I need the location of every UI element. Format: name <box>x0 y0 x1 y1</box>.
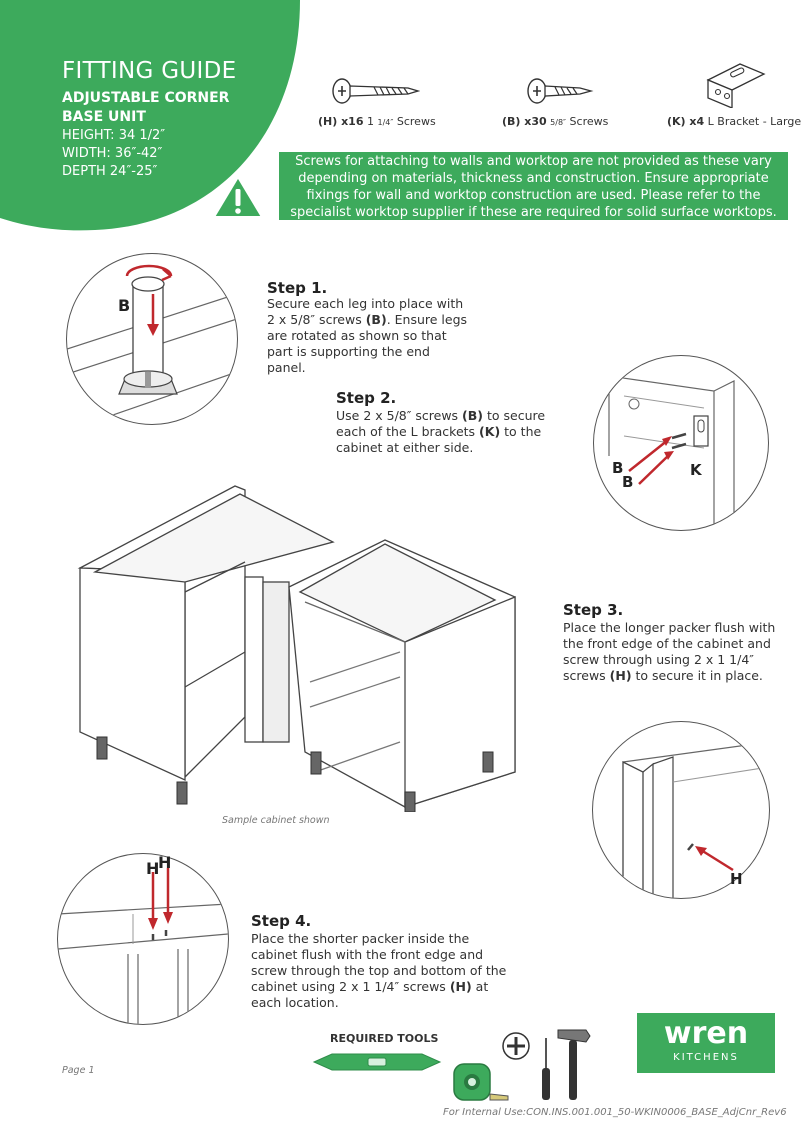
part-b-caption: (B) x30 5/8″ Screws <box>502 115 609 128</box>
warning-icon <box>212 174 264 220</box>
step1-title: Step 1. <box>267 279 328 297</box>
step3-label-h: H <box>730 870 743 888</box>
page-number: Page 1 <box>62 1065 95 1076</box>
height-dimension: HEIGHT: 34 1/2″ <box>62 128 166 143</box>
fixings-notice: Screws for attaching to walls and worktop are not provided as these vary depending on materials, thickness and construction. Ensure appropriate fixings for wall and worktop construction are used. Please refer to the specialist worktop supplier if these are required for solid surface worktops. <box>279 152 788 220</box>
tape-measure-icon <box>452 1058 512 1106</box>
wren-logo: wren KITCHENS <box>637 1013 775 1073</box>
spirit-level-icon <box>312 1050 442 1074</box>
step3-illustration <box>592 721 770 899</box>
step4-label-h2: H <box>158 853 172 872</box>
step3-title: Step 3. <box>563 601 624 619</box>
step2-label-b2: B <box>622 473 634 491</box>
step2-illustration <box>593 355 769 531</box>
step2-title: Step 2. <box>336 389 397 407</box>
step4-title: Step 4. <box>251 912 312 930</box>
page-title: FITTING GUIDE <box>62 58 237 84</box>
document-reference: For Internal Use:CON.INS.001.001_50-WKIN0006_BASE_AdjCnr_Rev6 <box>443 1107 787 1118</box>
step4-illustration <box>57 853 229 1025</box>
l-bracket-icon <box>700 58 768 108</box>
step2-label-k: K <box>690 461 702 479</box>
sample-caption: Sample cabinet shown <box>222 815 330 826</box>
step1-illustration <box>66 253 238 425</box>
step1-text: Secure each leg into place with 2 x 5/8″ screws (B). Ensure legs are rotated as shown so that part is supporting the end panel. <box>267 296 468 375</box>
part-k-caption: (K) x4 L Bracket - Large <box>667 115 802 128</box>
product-name: ADJUSTABLE CORNER BASE UNIT <box>62 90 230 125</box>
step4-label-h1: H <box>146 859 160 878</box>
step2-text: Use 2 x 5/8″ screws (B) to secure each of the L brackets (K) to the cabinet at either side. <box>336 408 546 455</box>
step2-label-b1: B <box>612 459 624 477</box>
hammer-icon <box>556 1024 592 1104</box>
depth-dimension: DEPTH 24″-25″ <box>62 164 158 179</box>
step3-text: Place the longer packer flush with the front edge of the cabinet and screw through using 2 x 1 1/4″ screws (H) to secure it in place. <box>563 620 776 683</box>
step1-label-b: B <box>118 296 131 315</box>
width-dimension: WIDTH: 36″-42″ <box>62 146 163 161</box>
required-tools-heading: REQUIRED TOOLS <box>330 1032 439 1045</box>
screw-b-icon <box>525 76 595 106</box>
part-h-caption: (H) x16 1 1/4″ Screws <box>318 115 436 128</box>
corner-cabinet-illustration <box>75 482 525 812</box>
step4-text: Place the shorter packer inside the cabinet flush with the front edge and screw through the top and bottom of the cabinet using 2 x 1 1/4″ screws (H) at each location. <box>251 931 507 1010</box>
phillips-screwdriver-icon <box>500 1030 532 1062</box>
screwdriver-icon <box>538 1036 554 1102</box>
screw-h-icon <box>330 76 420 106</box>
